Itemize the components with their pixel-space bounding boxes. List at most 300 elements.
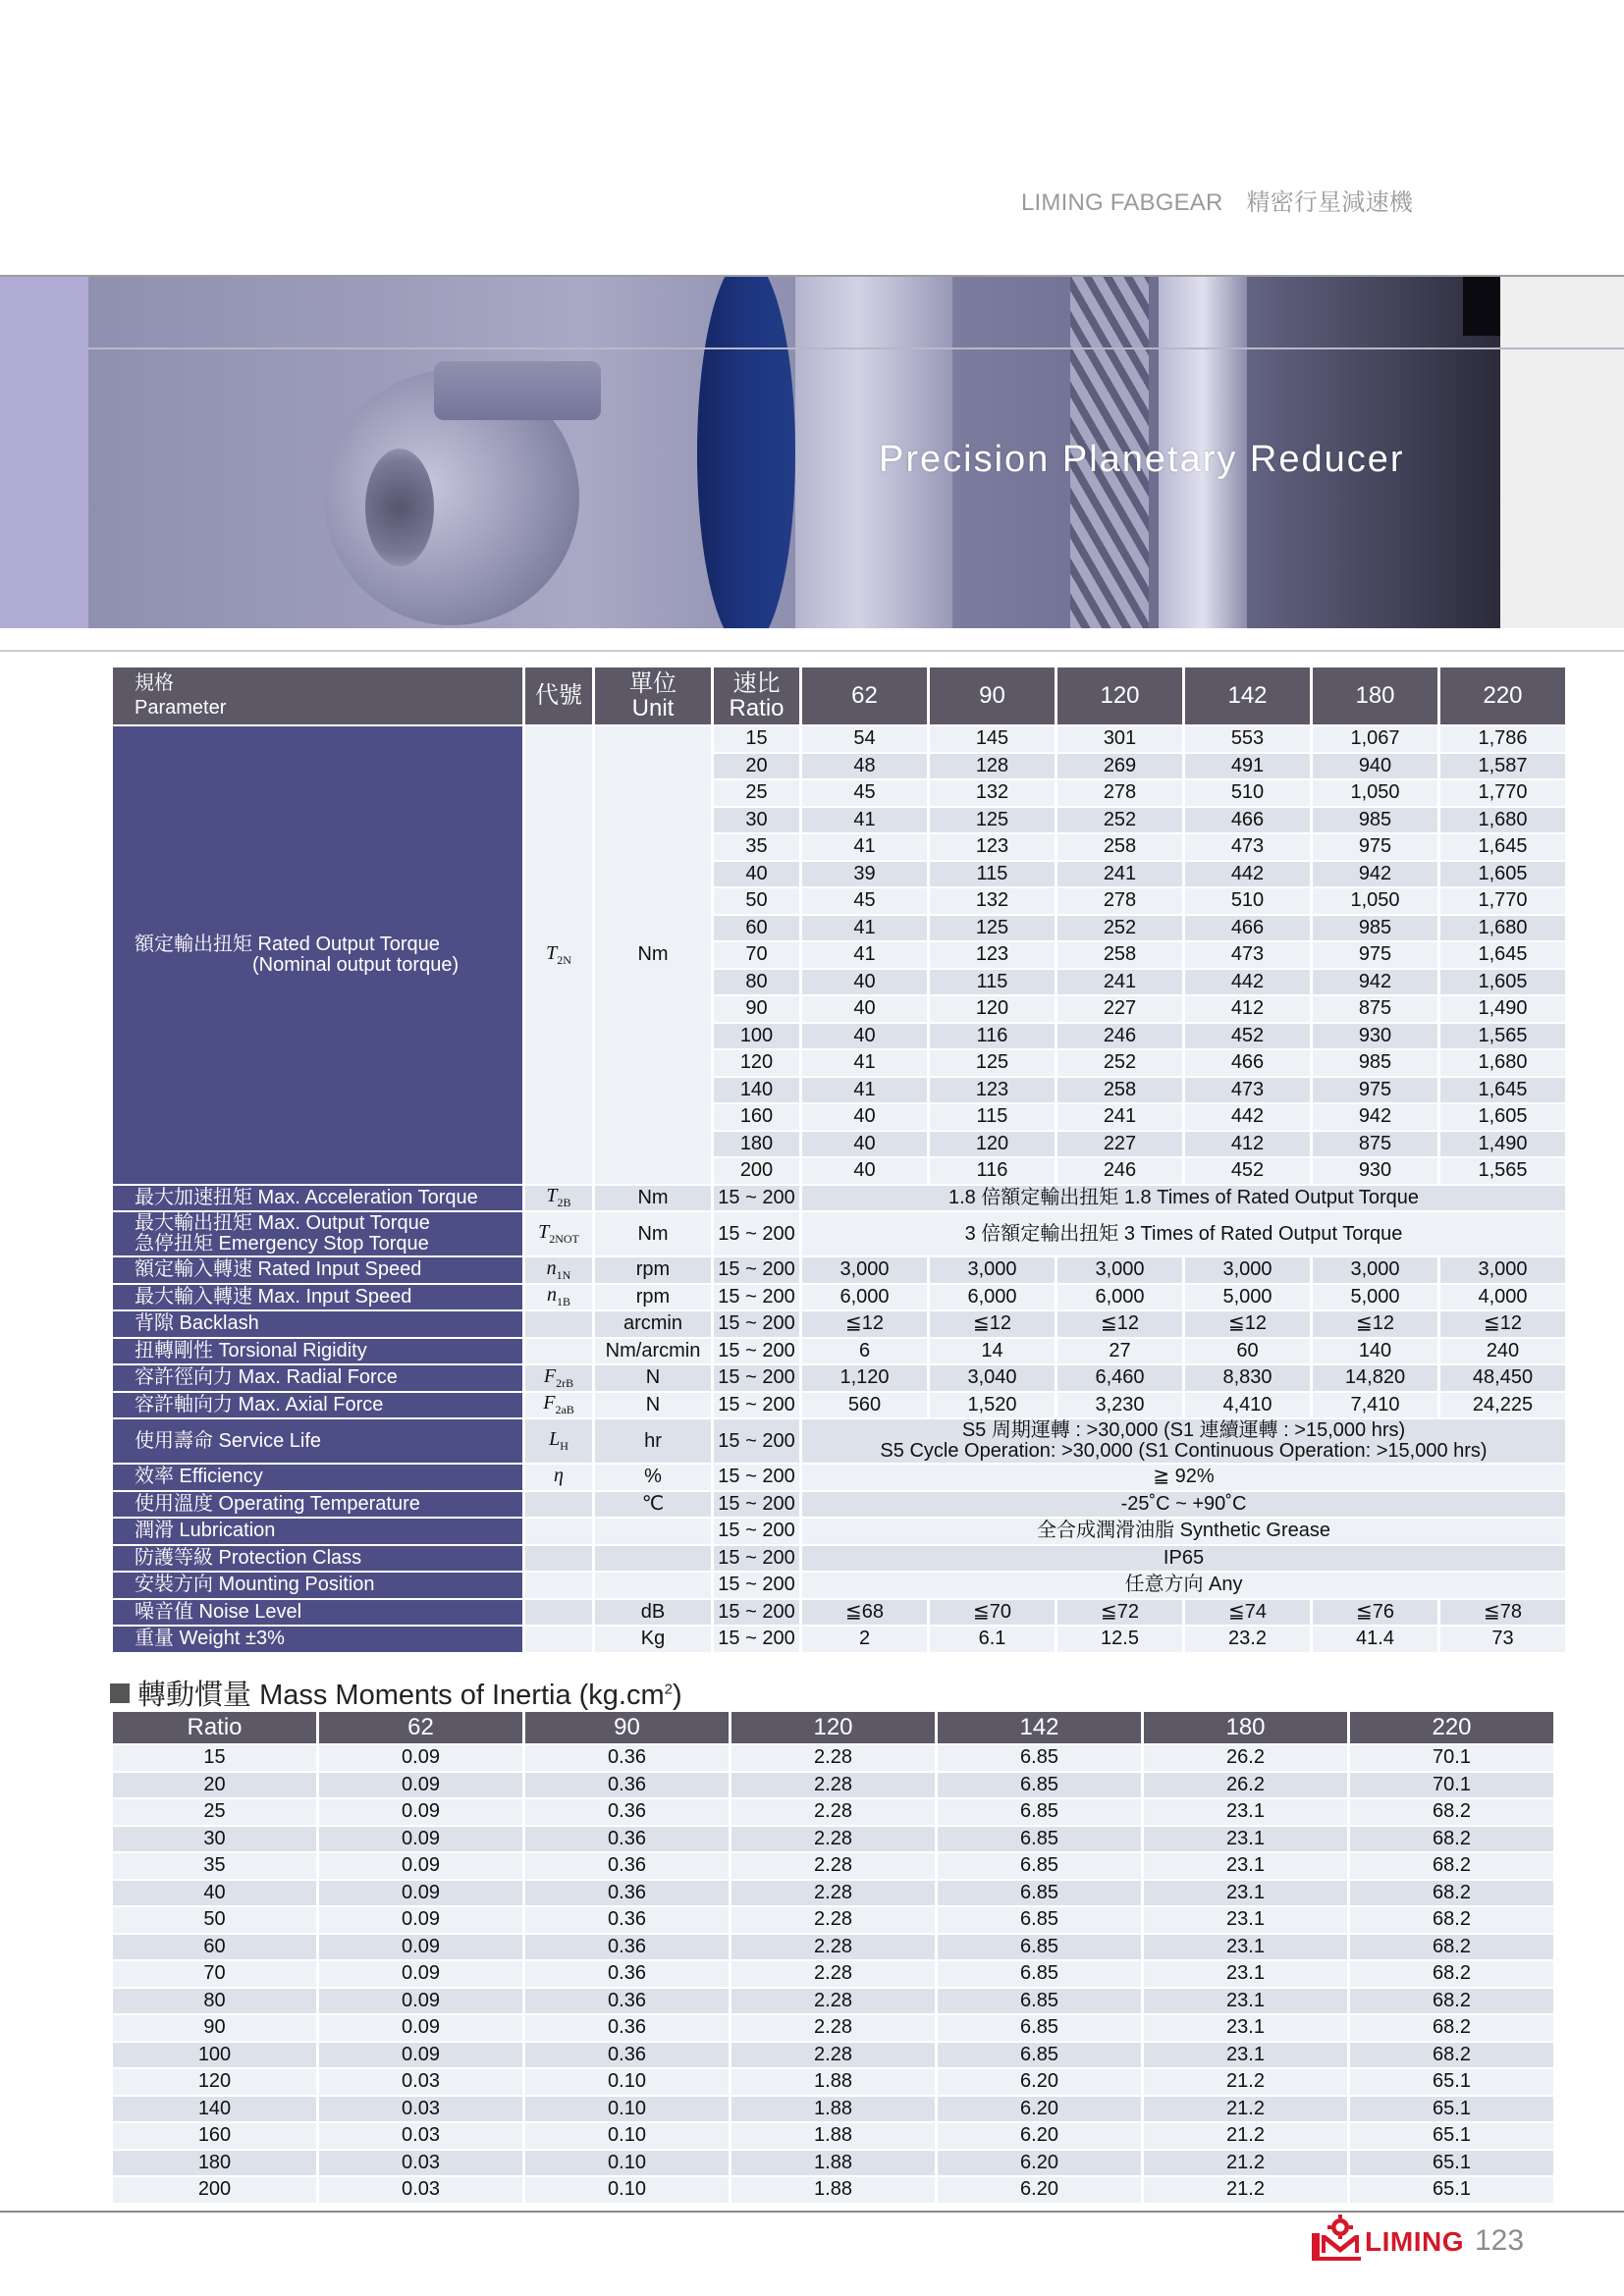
brand-name-en: LIMING FABGEAR [1021, 189, 1223, 216]
param-label-cell [113, 1339, 522, 1364]
ratio-cell: 80 [714, 970, 799, 995]
symbol-cell [525, 1339, 592, 1364]
header-size: 142 [1185, 667, 1310, 724]
param-value-cell: 24,225 [1440, 1393, 1565, 1418]
inertia-value-cell: 6.85 [938, 2015, 1141, 2041]
inertia-value-cell: 65.1 [1350, 2123, 1553, 2149]
param-label: 潤滑 Lubrication [135, 1520, 276, 1542]
param-value-cell: 2 [802, 1627, 927, 1652]
param-value-cell: 3,000 [802, 1257, 927, 1283]
inertia-value-cell: 6.20 [938, 2123, 1141, 2149]
torque-value-cell: 491 [1185, 754, 1310, 779]
torque-value-cell: 132 [930, 780, 1055, 806]
ratio-cell: 20 [714, 754, 799, 779]
torque-value-cell: 116 [930, 1024, 1055, 1049]
ratio-cell: 15 ~ 200 [714, 1311, 799, 1337]
param-label: 扭轉剛性 Torsional Rigidity [135, 1339, 367, 1362]
torque-value-cell: 123 [930, 942, 1055, 968]
param-label-cell [113, 1419, 522, 1463]
ratio-cell: 15 ~ 200 [714, 1257, 799, 1283]
inertia-header-cell: Ratio [113, 1712, 316, 1743]
torque-value-cell: 1,067 [1313, 726, 1437, 752]
ratio-cell: 200 [714, 1158, 799, 1184]
inertia-value-cell: 0.09 [319, 1881, 522, 1906]
torque-value-cell: 452 [1185, 1024, 1310, 1049]
inertia-ratio-cell: 20 [113, 1773, 316, 1798]
param-value-cell: ≦74 [1185, 1600, 1310, 1626]
inertia-value-cell: 68.2 [1350, 1799, 1553, 1825]
spec-param-row [113, 1419, 1565, 1463]
param-label: 額定輸出扭矩 Rated Output Torque [135, 933, 440, 955]
torque-value-cell: 975 [1313, 942, 1437, 968]
torque-value-cell: 510 [1185, 888, 1310, 914]
param-value-cell: ≦68 [802, 1600, 927, 1626]
inertia-title-sup: 2 [664, 1681, 673, 1698]
hero-title: Precision Planetary Reducer [879, 439, 1405, 480]
param-value-cell: 1,520 [930, 1393, 1055, 1418]
inertia-value-cell: 0.36 [525, 1935, 729, 1960]
ratio-cell: 15 ~ 200 [714, 1339, 799, 1364]
torque-value-cell: 115 [930, 862, 1055, 887]
param-label: 安裝方向 Mounting Position [135, 1574, 375, 1596]
merged-value: 任意方向 Any [1124, 1574, 1243, 1596]
inertia-value-cell: 26.2 [1144, 1773, 1347, 1798]
inertia-value-cell: 0.09 [319, 1907, 522, 1933]
param-value-cell: 6,000 [930, 1285, 1055, 1310]
ratio-cell: 15 ~ 200 [714, 1186, 799, 1211]
torque-value-cell: 442 [1185, 970, 1310, 995]
param-label: 使用壽命 Service Life [135, 1429, 322, 1452]
symbol-main: F [543, 1392, 556, 1415]
torque-value-cell: 252 [1057, 1050, 1182, 1076]
param-value-cell: 3,000 [1313, 1257, 1437, 1283]
inertia-value-cell: 2.28 [731, 1773, 935, 1798]
header-size: 62 [802, 667, 927, 724]
symbol-main: η [554, 1464, 564, 1486]
spec-param-row [113, 1465, 1565, 1490]
unit-cell: ℃ [595, 1492, 711, 1518]
param-value-cell: 6,460 [1057, 1365, 1182, 1391]
torque-value-cell: 1,645 [1440, 942, 1565, 968]
torque-value-cell: 41 [802, 916, 927, 941]
inertia-value-cell: 0.36 [525, 1881, 729, 1906]
merged-value-cell [802, 1465, 1565, 1490]
param-value-cell: ≦12 [930, 1311, 1055, 1337]
inertia-value-cell: 65.1 [1350, 2151, 1553, 2176]
unit-cell [595, 1573, 711, 1598]
inertia-value-cell: 0.03 [319, 2151, 522, 2176]
torque-value-cell: 1,645 [1440, 1078, 1565, 1103]
inertia-value-cell: 21.2 [1144, 2123, 1347, 2149]
merged-value: ≧ 92% [1153, 1466, 1215, 1488]
header-size: 90 [930, 667, 1055, 724]
hero-banner [0, 277, 1624, 628]
torque-value-cell: 120 [930, 996, 1055, 1022]
torque-value-cell: 258 [1057, 1078, 1182, 1103]
torque-value-cell: 252 [1057, 808, 1182, 833]
inertia-value-cell: 68.2 [1350, 2015, 1553, 2041]
param-value-cell: 5,000 [1185, 1285, 1310, 1310]
merged-value: 1.8 倍額定輸出扭矩 1.8 Times of Rated Output Torque [947, 1186, 1420, 1208]
torque-value-cell: 41 [802, 1050, 927, 1076]
ratio-cell: 15 ~ 200 [714, 1465, 799, 1490]
param-label-cell [113, 1365, 522, 1391]
ratio-cell: 15 [714, 726, 799, 752]
inertia-value-cell: 2.28 [731, 1907, 935, 1933]
param-value-cell: 27 [1057, 1339, 1182, 1364]
torque-value-cell: 473 [1185, 834, 1310, 860]
inertia-value-cell: 6.85 [938, 1989, 1141, 2014]
torque-value-cell: 1,680 [1440, 1050, 1565, 1076]
torque-value-cell: 40 [802, 1104, 927, 1130]
param-value-cell: 3,000 [1057, 1257, 1182, 1283]
param-value-cell: 4,000 [1440, 1285, 1565, 1310]
inertia-row [113, 1907, 1553, 1933]
inertia-row [113, 1989, 1553, 2014]
param-rated-output-torque [113, 726, 522, 1184]
param-value-cell: 3,000 [930, 1257, 1055, 1283]
param-value-cell: 4,410 [1185, 1393, 1310, 1418]
torque-value-cell: 40 [802, 970, 927, 995]
header-unit-en: Unit [631, 695, 675, 721]
torque-value-cell: 41 [802, 808, 927, 833]
ratio-cell: 100 [714, 1024, 799, 1049]
inertia-value-cell: 23.1 [1144, 1907, 1347, 1933]
inertia-row [113, 2043, 1553, 2068]
reducer-shaft-key [434, 361, 601, 420]
symbol-cell [525, 1627, 592, 1652]
param-label-cell [113, 1465, 522, 1490]
torque-value-cell: 125 [930, 916, 1055, 941]
torque-value-cell: 1,050 [1313, 780, 1437, 806]
torque-value-cell: 1,490 [1440, 996, 1565, 1022]
param-value-cell: 1,120 [802, 1365, 927, 1391]
param-value-cell: 6 [802, 1339, 927, 1364]
param-value-cell: 23.2 [1185, 1627, 1310, 1652]
symbol-cell [525, 1257, 592, 1283]
param-label: 效率 Efficiency [135, 1466, 263, 1488]
param-value-cell: ≦12 [1185, 1311, 1310, 1337]
param-value-cell: ≦12 [1313, 1311, 1437, 1337]
symbol-sub: 2N [557, 952, 571, 967]
inertia-value-cell: 70.1 [1350, 1773, 1553, 1798]
spec-param-row [113, 1627, 1565, 1652]
inertia-value-cell: 6.20 [938, 2177, 1141, 2203]
inertia-value-cell: 23.1 [1144, 1961, 1347, 1987]
inertia-value-cell: 23.1 [1144, 1853, 1347, 1879]
param-value-cell: ≦70 [930, 1600, 1055, 1626]
param-value-cell: 12.5 [1057, 1627, 1182, 1652]
inertia-row [113, 2151, 1553, 2176]
spec-param-row [113, 1311, 1565, 1337]
ratio-cell: 15 ~ 200 [714, 1393, 799, 1418]
header-brand [1021, 183, 1434, 217]
inertia-value-cell: 65.1 [1350, 2177, 1553, 2203]
inertia-section-title [110, 1673, 682, 1713]
inertia-ratio-cell: 100 [113, 2043, 316, 2068]
inertia-value-cell: 0.36 [525, 1799, 729, 1825]
param-label-sub: (Nominal output torque) [252, 953, 460, 976]
inertia-value-cell: 0.10 [525, 2069, 729, 2095]
param-value-cell: 140 [1313, 1339, 1437, 1364]
torque-value-cell: 1,680 [1440, 916, 1565, 941]
merged-value-cell [802, 1186, 1565, 1211]
inertia-value-cell: 23.1 [1144, 2015, 1347, 2041]
inertia-value-cell: 2.28 [731, 1961, 935, 1987]
square-bullet-icon [110, 1683, 130, 1703]
inertia-value-cell: 0.03 [319, 2123, 522, 2149]
inertia-value-cell: 0.36 [525, 2015, 729, 2041]
inertia-ratio-cell: 50 [113, 1907, 316, 1933]
ratio-cell: 15 ~ 200 [714, 1546, 799, 1572]
inertia-ratio-cell: 70 [113, 1961, 316, 1987]
merged-value-cell [802, 1492, 1565, 1518]
merged-value-cell [802, 1419, 1565, 1463]
param-label: 容許軸向力 Max. Axial Force [135, 1393, 384, 1415]
inertia-value-cell: 26.2 [1144, 1745, 1347, 1771]
unit-cell: Nm [595, 1212, 711, 1255]
torque-value-cell: 241 [1057, 862, 1182, 887]
param-value-cell: 6,000 [802, 1285, 927, 1310]
torque-value-cell: 301 [1057, 726, 1182, 752]
torque-value-cell: 875 [1313, 1132, 1437, 1157]
unit-cell: Nm/arcmin [595, 1339, 711, 1364]
spec-param-row [113, 1546, 1565, 1572]
torque-value-cell: 258 [1057, 834, 1182, 860]
inertia-row [113, 2015, 1553, 2041]
header-ratio-cn: 速比 [732, 669, 781, 697]
inertia-table [110, 1710, 1556, 2205]
torque-value-cell: 930 [1313, 1024, 1437, 1049]
merged-value: S5 周期運轉 : >30,000 (S1 連續運轉 : >15,000 hrs) [961, 1419, 1406, 1441]
param-value-cell: 240 [1440, 1339, 1565, 1364]
inertia-row [113, 2177, 1553, 2203]
torque-value-cell: 942 [1313, 1104, 1437, 1130]
inertia-ratio-cell: 25 [113, 1799, 316, 1825]
inertia-value-cell: 23.1 [1144, 1989, 1347, 2014]
torque-value-cell: 466 [1185, 808, 1310, 833]
param-label-cell [113, 1311, 522, 1337]
spec-table [110, 666, 1568, 1654]
merged-value: -25˚C ~ +90˚C [1120, 1492, 1247, 1515]
torque-value-cell: 241 [1057, 1104, 1182, 1130]
inertia-value-cell: 0.36 [525, 1961, 729, 1987]
inertia-value-cell: 6.85 [938, 1799, 1141, 1825]
merged-value-2: S5 Cycle Operation: >30,000 (S1 Continuous Operation: >15,000 hrs) [880, 1440, 1488, 1462]
param-label: 最大輸出扭矩 Max. Output Torque [135, 1212, 430, 1234]
param-value-cell: 7,410 [1313, 1393, 1437, 1418]
ratio-cell: 15 ~ 200 [714, 1627, 799, 1652]
param-label-cell [113, 1186, 522, 1211]
symbol-main: n [546, 1256, 557, 1279]
reducer-shaft-bore [365, 449, 434, 566]
param-value-cell: 3,000 [1185, 1257, 1310, 1283]
unit-cell: N [595, 1365, 711, 1391]
param-label-cell [113, 1546, 522, 1572]
ratio-cell: 35 [714, 834, 799, 860]
torque-value-cell: 40 [802, 1158, 927, 1184]
torque-value-cell: 442 [1185, 862, 1310, 887]
torque-value-cell: 278 [1057, 888, 1182, 914]
torque-value-cell: 40 [802, 1132, 927, 1157]
param-label-cell [113, 1212, 522, 1255]
torque-value-cell: 120 [930, 1132, 1055, 1157]
inertia-ratio-cell: 30 [113, 1827, 316, 1852]
inertia-value-cell: 6.85 [938, 1907, 1141, 1933]
inertia-value-cell: 0.09 [319, 1853, 522, 1879]
torque-value-cell: 466 [1185, 1050, 1310, 1076]
inertia-value-cell: 65.1 [1350, 2097, 1553, 2122]
symbol-cell [525, 1465, 592, 1490]
param-label-2: 急停扭矩 Emergency Stop Torque [135, 1233, 429, 1255]
inertia-value-cell: 0.10 [525, 2123, 729, 2149]
inertia-value-cell: 0.36 [525, 1907, 729, 1933]
torque-value-cell: 40 [802, 1024, 927, 1049]
inertia-value-cell: 21.2 [1144, 2069, 1347, 2095]
param-label-cell [113, 1393, 522, 1418]
torque-value-cell: 452 [1185, 1158, 1310, 1184]
torque-value-cell: 1,770 [1440, 780, 1565, 806]
param-value-cell: 14,820 [1313, 1365, 1437, 1391]
header-parameter-en: Parameter [135, 697, 227, 719]
inertia-value-cell: 70.1 [1350, 1745, 1553, 1771]
torque-value-cell: 1,050 [1313, 888, 1437, 914]
torque-value-cell: 269 [1057, 754, 1182, 779]
inertia-value-cell: 68.2 [1350, 1907, 1553, 1933]
param-label: 最大輸入轉速 Max. Input Speed [135, 1285, 412, 1308]
ratio-cell: 160 [714, 1104, 799, 1130]
param-value-cell: 73 [1440, 1627, 1565, 1652]
inertia-value-cell: 0.10 [525, 2177, 729, 2203]
unit-cell: Kg [595, 1627, 711, 1652]
symbol-cell [525, 1546, 592, 1572]
inertia-row [113, 2097, 1553, 2122]
torque-value-cell: 116 [930, 1158, 1055, 1184]
torque-value-cell: 1,565 [1440, 1024, 1565, 1049]
ratio-cell: 40 [714, 862, 799, 887]
spec-param-row [113, 1573, 1565, 1598]
torque-value-cell: 41 [802, 1078, 927, 1103]
spec-header-row [113, 667, 1565, 724]
header-size: 180 [1313, 667, 1437, 724]
header-unit-cn: 單位 [629, 669, 677, 697]
spec-param-row [113, 1285, 1565, 1310]
ratio-cell: 15 ~ 200 [714, 1600, 799, 1626]
merged-value: IP65 [1163, 1546, 1205, 1569]
param-label: 背隙 Backlash [135, 1312, 259, 1335]
reducer-seal [697, 277, 795, 628]
inertia-ratio-cell: 60 [113, 1935, 316, 1960]
param-value-cell: ≦12 [802, 1311, 927, 1337]
header-size: 120 [1057, 667, 1182, 724]
spec-param-row [113, 1492, 1565, 1518]
torque-value-cell: 125 [930, 808, 1055, 833]
torque-value-cell: 258 [1057, 942, 1182, 968]
inertia-value-cell: 23.1 [1144, 1935, 1347, 1960]
symbol-cell [525, 1311, 592, 1337]
spec-param-row [113, 1257, 1565, 1283]
param-value-cell: ≦76 [1313, 1600, 1437, 1626]
torque-value-cell: 942 [1313, 862, 1437, 887]
merged-value-cell [802, 1519, 1565, 1544]
inertia-value-cell: 2.28 [731, 1989, 935, 2014]
page-number: 123 [1475, 2224, 1525, 2257]
inertia-value-cell: 21.2 [1144, 2177, 1347, 2203]
unit-cell: arcmin [595, 1311, 711, 1337]
param-label-cell [113, 1627, 522, 1652]
inertia-value-cell: 0.09 [319, 2043, 522, 2068]
ratio-cell: 15 ~ 200 [714, 1419, 799, 1463]
inertia-ratio-cell: 160 [113, 2123, 316, 2149]
unit-cell: % [595, 1465, 711, 1490]
spec-param-row [113, 1365, 1565, 1391]
inertia-value-cell: 0.36 [525, 1745, 729, 1771]
param-label: 使用溫度 Operating Temperature [135, 1492, 420, 1515]
torque-value-cell: 1,605 [1440, 862, 1565, 887]
param-label: 噪音值 Noise Level [135, 1600, 302, 1623]
ratio-cell: 60 [714, 916, 799, 941]
symbol-sub: 1N [556, 1267, 571, 1282]
torque-value-cell: 1,490 [1440, 1132, 1565, 1157]
inertia-value-cell: 21.2 [1144, 2097, 1347, 2122]
torque-value-cell: 1,605 [1440, 1104, 1565, 1130]
torque-value-cell: 123 [930, 1078, 1055, 1103]
param-label: 容許徑向力 Max. Radial Force [135, 1366, 398, 1389]
torque-value-cell: 227 [1057, 1132, 1182, 1157]
torque-value-cell: 252 [1057, 916, 1182, 941]
torque-value-cell: 145 [930, 726, 1055, 752]
torque-value-cell: 930 [1313, 1158, 1437, 1184]
unit-cell: N [595, 1393, 711, 1418]
inertia-value-cell: 0.03 [319, 2069, 522, 2095]
inertia-ratio-cell: 90 [113, 2015, 316, 2041]
header-ratio [714, 667, 799, 724]
inertia-value-cell: 2.28 [731, 1799, 935, 1825]
inertia-value-cell: 2.28 [731, 1827, 935, 1852]
inertia-value-cell: 6.85 [938, 1773, 1141, 1798]
inertia-row [113, 1881, 1553, 1906]
ratio-cell: 90 [714, 996, 799, 1022]
merged-value-cell [802, 1546, 1565, 1572]
torque-value-cell: 975 [1313, 834, 1437, 860]
symbol-cell [525, 1519, 592, 1544]
param-value-cell: 3,230 [1057, 1393, 1182, 1418]
torque-value-cell: 241 [1057, 970, 1182, 995]
unit-cell: hr [595, 1419, 711, 1463]
param-label-cell [113, 1257, 522, 1283]
torque-value-cell: 41 [802, 942, 927, 968]
inertia-row [113, 2123, 1553, 2149]
torque-value-cell: 128 [930, 754, 1055, 779]
spec-body [113, 726, 1565, 1652]
symbol-main: T [538, 1221, 550, 1244]
torque-value-cell: 123 [930, 834, 1055, 860]
inertia-ratio-cell: 140 [113, 2097, 316, 2122]
torque-value-cell: 1,786 [1440, 726, 1565, 752]
torque-value-cell: 1,587 [1440, 754, 1565, 779]
unit-cell [595, 1519, 711, 1544]
inertia-value-cell: 68.2 [1350, 1961, 1553, 1987]
param-value-cell: 3,040 [930, 1365, 1055, 1391]
torque-value-cell: 1,605 [1440, 970, 1565, 995]
inertia-row [113, 1773, 1553, 1798]
symbol-cell [525, 1419, 592, 1463]
inertia-value-cell: 0.36 [525, 1853, 729, 1879]
merged-value: 3 倍額定輸出扭矩 3 Times of Rated Output Torque [964, 1222, 1403, 1245]
inertia-value-cell: 0.36 [525, 1989, 729, 2014]
inertia-value-cell: 0.10 [525, 2097, 729, 2122]
inertia-value-cell: 2.28 [731, 2015, 935, 2041]
